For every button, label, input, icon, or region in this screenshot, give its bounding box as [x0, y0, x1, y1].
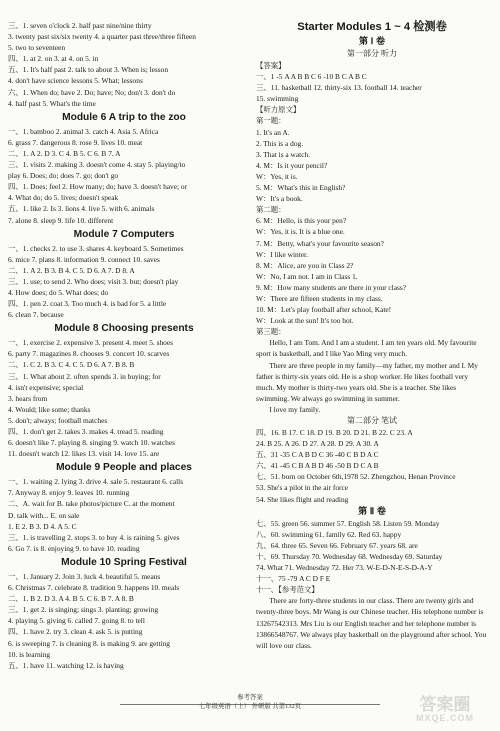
left-line: 一、1. bamboo 2. animal 3. catch 4. Asia 5. Africa: [8, 126, 159, 136]
right-line: W：There are fifteen students in my class.: [256, 293, 383, 303]
right-column: [256, 20, 488, 651]
right-line: W：It's a book.: [256, 194, 303, 204]
right-line: 九、64. three 65. Seven 66. February 67. years 68. are: [256, 540, 418, 550]
left-line: 6. grass 7. dangerous 8. rose 9. lives 10. meat: [8, 137, 143, 147]
right-line: 74. What 71. Wednesday 72. Her 73. W-E-D-N-E-S-D-A-Y: [256, 563, 433, 573]
right-part-title: 第二部分 笔试: [347, 416, 397, 425]
left-line: 四、1. at 2. on 3. at 4. on 5. in: [8, 54, 99, 64]
left-line: 二、1. A 2. D 3. C 4. B 5. C 6. B 7. A: [8, 148, 121, 158]
left-line: 6. clean 7. because: [8, 310, 64, 320]
left-line: 五、1. have 11. watching 12. is having: [8, 660, 124, 670]
left-line: 五、1. like 2. Is 3. lions 4. live 5. with 6. animals: [8, 204, 155, 214]
right-paragraph: There are forty-three students in our class. There are twenty girls and twenty-three boys. Mr Wang is our Chinese teacher. His telephone number is 13267542313. Mrs Liu is our English teacher and her telephone number is 13866548767. We always play basketball on the playground after school. You will love our class.: [256, 596, 487, 650]
left-line: 5. two to seventeen: [8, 43, 66, 53]
left-line: 6. Go 7. is 8. enjoying 9. to have 10. reading: [8, 543, 140, 553]
right-line: 七、51. born on October 6th,1978 52. Zhengzhou, Henan Province: [256, 472, 456, 482]
right-line: 2. This is a dog.: [256, 138, 304, 148]
footer-page-info: 七年级英语（上） 外研版 共第132页: [198, 703, 302, 710]
footer-title: 参考答案: [237, 694, 263, 701]
left-column: [8, 20, 240, 671]
right-line: 4. M：Is it your pencil?: [256, 160, 328, 170]
right-line: 53. She's a pilot in the air force: [256, 483, 349, 493]
left-line: 6. doesn't like 7. playing 8. singing 9. watch 10. watches: [8, 438, 175, 448]
left-line: 6. mice 7. plans 8. information 9. connect 10. saves: [8, 254, 160, 264]
right-line: 一、1 -5 A A B B C 6 -10 B C A B C: [256, 72, 367, 82]
right-section-title: Starter Modules 1 ~ 4 检测卷: [297, 21, 447, 33]
left-line: 1. E 2. B 3. D 4. A 5. C: [8, 521, 77, 531]
watermark-text: 答案圈: [419, 695, 471, 714]
right-line: W：Yes, it is. It is a blue one.: [256, 227, 345, 237]
right-line: 6. M：Hello, is this your pen?: [256, 216, 347, 226]
left-line: 6. party 7. magazines 8. chooses 9. concert 10. scarves: [8, 349, 170, 359]
left-line: 六、1. When do; have 2. Do; have; No; don't 3. don't do: [8, 87, 176, 97]
left-line: 一、1. exercise 2. expensive 3. present 4. meet 5. shoes: [8, 338, 174, 348]
right-line: 7. M：Betty, what's your favourite season?: [256, 238, 384, 248]
left-line: 3. hears from: [8, 393, 48, 403]
left-line: 7. alone 8. sleep 9. life 10. different: [8, 215, 114, 225]
left-line: 一、1. January 2. Join 3. luck 4. beautiful 5. means: [8, 571, 161, 581]
right-volume-title: 第 Ⅱ 卷: [357, 505, 386, 516]
left-section-title: Module 7 Computers: [73, 228, 175, 240]
right-line: 八、60. swimming 61. family 62. Red 63. happy: [256, 529, 402, 539]
left-line: 11. doesn't watch 12. likes 13. visit 14. love 15. are: [8, 449, 160, 459]
left-line: 6. is sweeping 7. is cleaning 8. is making 9. are getting: [8, 638, 170, 648]
right-line: 第一题：: [256, 116, 286, 126]
left-line: 二、1. B 2. D 3. A 4. B 5. C 6. B 7. A 8. B: [8, 594, 134, 604]
left-line: 三、1. get 2. is singing; sings 3. planting; growing: [8, 605, 159, 615]
right-line: 五、31 -35 C A B D C 36 -40 C B D A C: [256, 450, 379, 460]
left-line: 4. don't have science lessons 5. What; lessons: [8, 76, 143, 86]
left-section-title: Module 9 People and places: [56, 462, 192, 474]
right-volume-title: 第 Ⅰ 卷: [358, 36, 386, 46]
right-line: 8. M：Alice, are you in Class 2?: [256, 260, 354, 270]
left-line: 三、1. What about 2. often spends 3. in buying; for: [8, 371, 161, 381]
right-paragraph: There are three people in my family—my father, my mother and I. My father is thirty-six years old. He is a shop worker. He likes football very much. My mother is thirty-two years old. She is a teacher. She likes swimming. We always go swimming in summer.: [256, 360, 478, 403]
left-section-title: Module 10 Spring Festival: [61, 556, 187, 568]
right-line: 9. M：How many students are there in your class?: [256, 282, 407, 292]
left-line: 4. isn't expensive; special: [8, 382, 84, 392]
right-line: 【答案】: [256, 61, 286, 70]
left-line: 4. What do; do 5. lives; doesn't speak: [8, 193, 119, 203]
right-paragraph: I love my family.: [269, 404, 321, 414]
left-line: 10. is learning: [8, 649, 51, 659]
right-line: 10. M：Let's play football after school, Kate!: [256, 305, 392, 315]
right-line: 3. That is a watch.: [256, 149, 311, 159]
left-line: 二、A. wait for B. take photos/picture C. at the moment: [8, 499, 175, 509]
left-line: 4. half past 5. What's the time: [8, 98, 96, 108]
right-line: 七、55. green 56. summer 57. English 58. Listen 59. Monday: [256, 518, 440, 528]
left-line: 四、1. Does; feel 2. How many; do; have 3. doesn't have; or: [8, 182, 188, 192]
left-line: 四、1. have 2. try 3. clean 4. ask 5. is putting: [8, 627, 143, 637]
right-line: 十、69. Thursday 70. Wednesday 68. Wednesday 69. Saturday: [256, 551, 443, 561]
left-line: 7. Anyway 8. enjoy 9. leaves 10. running: [8, 488, 130, 498]
right-part-title: 第一部分 听力: [347, 49, 397, 58]
right-line: 54. She likes flight and reading: [256, 494, 349, 504]
right-line: 24. B 25. A 26. D 27. A 28. D 29. A 30. A: [256, 439, 379, 449]
right-line: W：No, I am not. I am in Class 1.: [256, 271, 358, 281]
right-line: 三、11. basketball 12. thirty-six 13. football 14. teacher: [256, 83, 422, 93]
left-line: 4. playing 5. giving 6. called 7. going 8. to tell: [8, 616, 145, 626]
left-line: 三、1. use; to send 2. Who does; visit 3. but; doesn't play: [8, 276, 179, 286]
left-line: 4. How does; do 5. What does; do: [8, 287, 109, 297]
right-line: W：Look at the sun! It's too hot.: [256, 316, 354, 326]
left-section-title: Module 8 Choosing presents: [54, 323, 194, 335]
right-line: 15. swimming: [256, 94, 299, 104]
left-line: 三、1. visits 2. making 3. doesn't come 4. stay 5. playing/to: [8, 160, 186, 170]
left-line: 五、1. It's half past 2. talk to about 3. When is; lesson: [8, 65, 169, 75]
left-line: 5. don't; always; football matches: [8, 415, 108, 425]
right-line: 第二题：: [256, 205, 286, 215]
left-line: 二、1. A 2. B 3. B 4. C 5. D 6. A 7. D 8. A: [8, 265, 135, 275]
left-line: 一、1. waiting 2. lying 3. drive 4. sale 5. restaurant 6. calls: [8, 477, 184, 487]
left-line: 二、1. C 2. B 3. C 4. C 5. D 6. A 7. B 8. B: [8, 360, 135, 370]
right-line: 5. M：What's this in English?: [256, 183, 346, 193]
right-paragraph: Hello, I am Tom. And I am a student. I am ten years old. My favourite sport is basketball, and I like Yao Ming very much.: [256, 338, 477, 359]
left-line: 6. Christmas 7. celebrate 8. tradition 9. happens 10. meals: [8, 583, 180, 593]
right-line: 六、41 -45 C B A B D 46 -50 B D C A B: [256, 461, 379, 471]
right-line: 十一、75 -79 A C D F E: [256, 574, 331, 584]
right-line: W：I like winter.: [256, 249, 308, 259]
left-line: 三、1. is travelling 2. stops 3. to buy 4. is raining 5. gives: [8, 532, 180, 542]
watermark-url: MXQE.COM: [415, 713, 474, 723]
watermark-logo: [402, 696, 488, 726]
right-line: 十一、【参考范文】: [256, 585, 319, 595]
left-line: 一、1. checks 2. to use 3. shares 4. keyboard 5. Sometimes: [8, 243, 184, 253]
right-line: W：Yes, it is.: [256, 171, 298, 181]
right-line: 【听力原文】: [256, 105, 301, 115]
left-line: play 6. Does; do; does 7. go; don't go: [8, 171, 119, 181]
left-line: 3. twenty past six/six twenty 4. a quarter past three/three fifteen: [8, 32, 196, 42]
left-section-title: Module 6 A trip to the zoo: [62, 111, 186, 123]
left-line: 三、1. seven o'clock 2. half past nine/nine thirty: [8, 21, 152, 30]
left-line: 四、1. don't get 2. takes 3. makes 4. tread 5. reading: [8, 427, 164, 436]
right-line: 1. It's an A.: [256, 127, 290, 137]
right-line: 第三题：: [256, 327, 286, 337]
right-line: 四、16. B 17. C 18. D 19. B 20. D 21. B 22. C 23. A: [256, 428, 413, 437]
left-line: 4. Would; like some; thanks: [8, 404, 91, 414]
left-line: D. talk with... E. on sale: [8, 510, 80, 520]
left-line: 四、1. pen 2. coat 3. Too much 4. is bad for 5. a little: [8, 299, 167, 309]
